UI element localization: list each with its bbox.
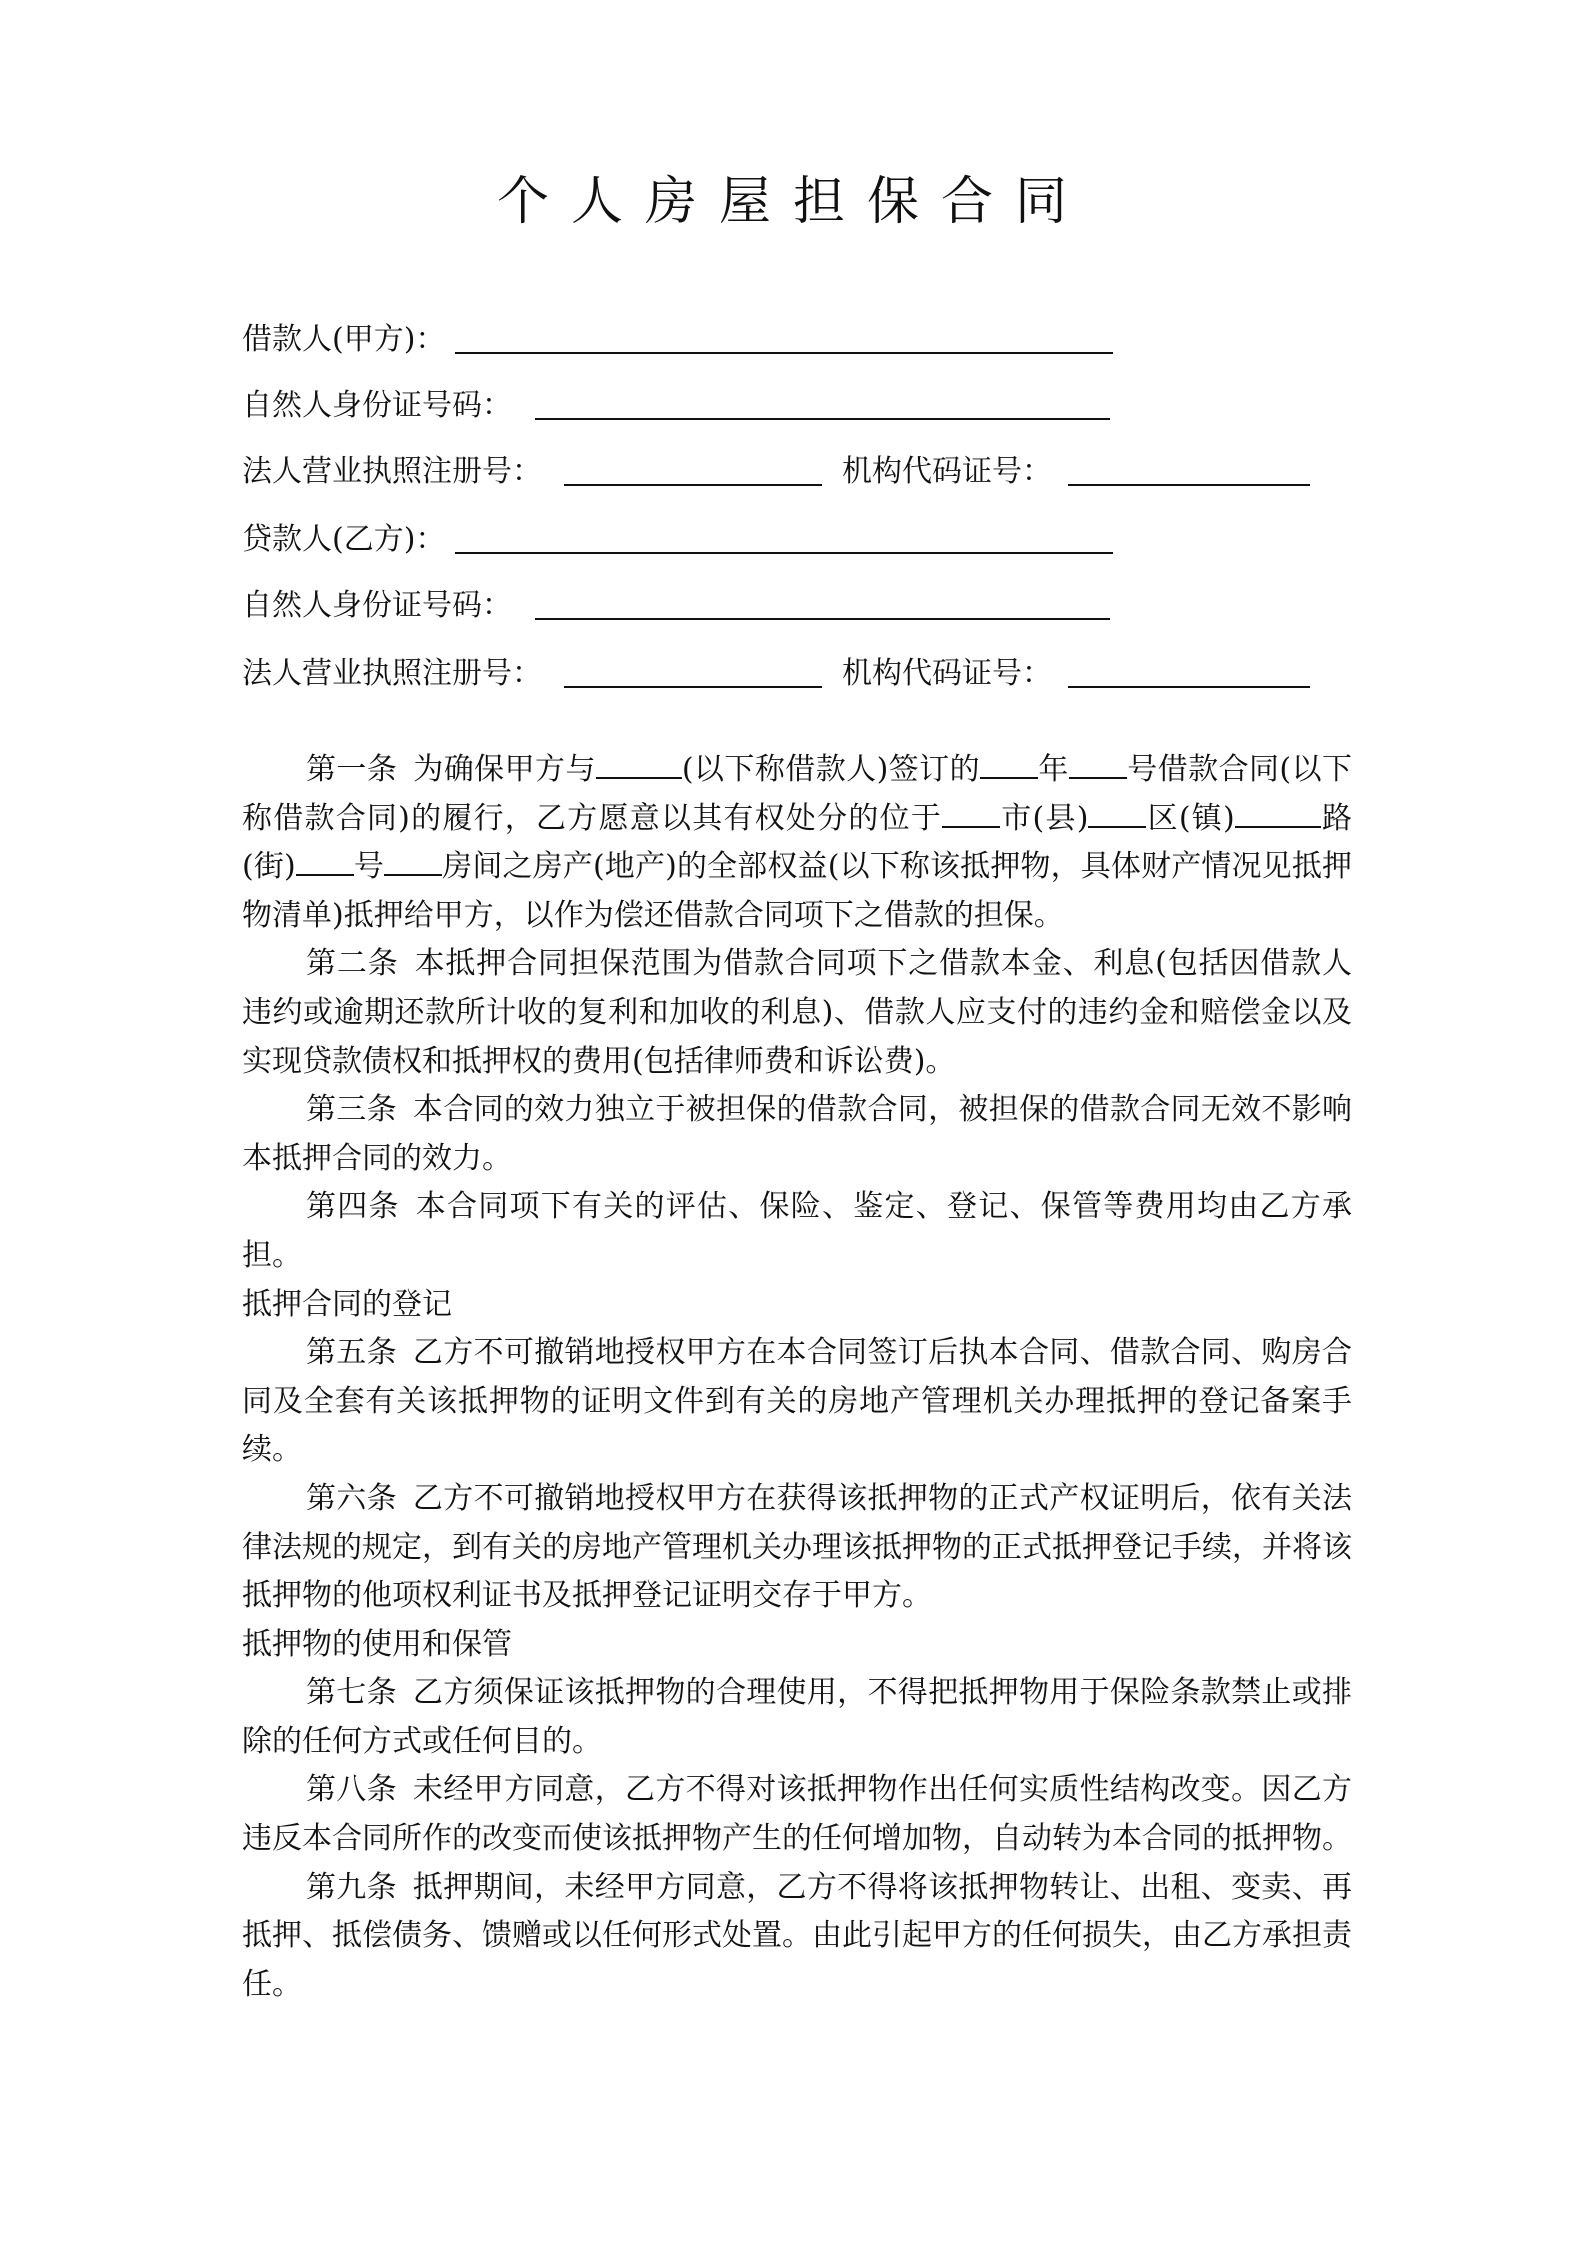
page-title: 个人房屋担保合同 <box>496 172 1089 232</box>
contract-body <box>242 746 1352 2009</box>
article-4-text: 本合同项下有关的评估、保险、鉴定、登记、保管等费用均由乙方承担。 <box>242 1189 1352 1273</box>
blank-road[interactable] <box>1235 798 1321 828</box>
lender-label: 贷款人(乙方)： <box>242 522 446 557</box>
article-9-number: 第九条 <box>306 1869 397 1905</box>
article-1-text-d: 号借款合同(以下称借款合同)的履行，乙方愿意以其有权处分的位于 <box>242 752 1352 836</box>
lender-id-input-line[interactable] <box>535 618 1110 620</box>
article-3 <box>242 1086 1352 1183</box>
article-5 <box>242 1329 1352 1475</box>
borrower-field <box>242 318 1342 362</box>
blank-year[interactable] <box>980 749 1038 779</box>
article-1-text-i: 房间之房产(地产)的全部权益(以下称该抵押物，具体财产情况见抵押物清单)抵押给甲方，以作为偿还借款合同项下之借款的担保。 <box>242 849 1352 933</box>
article-1 <box>242 746 1352 940</box>
lender-license-field <box>242 652 1342 696</box>
lender-org-input-line[interactable] <box>1068 686 1310 688</box>
article-9 <box>242 1864 1352 2010</box>
lender-license-label: 法人营业执照注册号： <box>242 656 542 691</box>
article-8-number: 第八条 <box>306 1772 397 1808</box>
article-1-text-h: 号 <box>353 849 385 885</box>
article-7 <box>242 1669 1352 1766</box>
article-5-text: 乙方不可撤销地授权甲方在本合同签订后执本合同、借款合同、购房合同及全套有关该抵押物的证明文件到有关的房地产管理机关办理抵押的登记备案手续。 <box>242 1335 1353 1468</box>
article-1-text-b: (以下称借款人)签订的 <box>681 752 980 787</box>
article-4-number: 第四条 <box>306 1189 400 1225</box>
lender-org-label: 机构代码证号： <box>842 656 1052 691</box>
article-6-number: 第六条 <box>306 1480 397 1516</box>
borrower-id-input-line[interactable] <box>535 418 1110 420</box>
article-7-text: 乙方须保证该抵押物的合理使用，不得把抵押物用于保险条款禁止或排除的任何方式或任何目的。 <box>242 1675 1353 1759</box>
article-1-number: 第一条 <box>306 752 398 787</box>
article-7-number: 第七条 <box>306 1675 397 1711</box>
article-6-text: 乙方不可撤销地授权甲方在获得该抵押物的正式产权证明后，依有关法律法规的规定，到有关的房地产管理机关办理该抵押物的正式抵押登记手续，并将该抵押物的他项权利证书及抵押登记证明交存于甲方。 <box>242 1480 1353 1614</box>
lender-input-line[interactable] <box>455 552 1113 554</box>
lender-field <box>242 518 1342 562</box>
article-4 <box>242 1183 1352 1280</box>
borrower-id-field <box>242 384 1342 428</box>
borrower-license-input-line[interactable] <box>564 484 822 486</box>
article-3-text: 本合同的效力独立于被担保的借款合同，被担保的借款合同无效不影响本抵押合同的效力。 <box>242 1092 1353 1176</box>
blank-city[interactable] <box>942 798 1000 828</box>
blank-party[interactable] <box>596 749 682 779</box>
section-heading-usage: 抵押物的使用和保管 <box>242 1626 512 1662</box>
blank-number[interactable] <box>296 846 354 876</box>
article-1-text-c: 年 <box>1038 752 1069 787</box>
blank-room[interactable] <box>384 846 442 876</box>
lender-id-field <box>242 584 1342 628</box>
article-8 <box>242 1766 1352 1863</box>
lender-license-input-line[interactable] <box>564 686 822 688</box>
lender-id-label: 自然人身份证号码： <box>242 588 512 623</box>
borrower-org-label: 机构代码证号： <box>842 454 1052 489</box>
article-2-number: 第二条 <box>306 946 399 982</box>
borrower-license-label: 法人营业执照注册号： <box>242 454 542 489</box>
article-1-text-a: 为确保甲方与 <box>413 752 596 787</box>
article-2-text: 本抵押合同担保范围为借款合同项下之借款本金、利息(包括因借款人违约或逾期还款所计收的复利和加收的利息)、借款人应支付的违约金和赔偿金以及实现贷款债权和抵押权的费用(包括律师费和诉讼费)。 <box>242 946 1352 1079</box>
article-1-text-e: 市(县) <box>1000 800 1089 836</box>
article-1-text-g: 路(街) <box>242 800 1352 885</box>
borrower-input-line[interactable] <box>455 352 1113 354</box>
article-3-number: 第三条 <box>306 1092 397 1128</box>
borrower-license-field <box>242 450 1342 494</box>
article-8-text: 未经甲方同意，乙方不得对该抵押物作出任何实质性结构改变。因乙方违反本合同所作的改变而使该抵押物产生的任何增加物，自动转为本合同的抵押物。 <box>242 1772 1353 1857</box>
blank-district[interactable] <box>1088 798 1146 828</box>
article-9-text: 抵押期间，未经甲方同意，乙方不得将该抵押物转让、出租、变卖、再抵押、抵偿债务、馈赠或以任何形式处置。由此引起甲方的任何损失，由乙方承担责任。 <box>242 1869 1353 2002</box>
section-heading-registration: 抵押合同的登记 <box>242 1286 452 1322</box>
article-6 <box>242 1475 1352 1621</box>
blank-contract-no[interactable] <box>1069 749 1127 779</box>
borrower-label: 借款人(甲方)： <box>242 322 446 357</box>
borrower-org-input-line[interactable] <box>1068 484 1310 486</box>
article-1-text-f: 区(镇) <box>1146 800 1235 836</box>
article-2 <box>242 940 1352 1086</box>
article-5-number: 第五条 <box>306 1335 397 1371</box>
borrower-id-label: 自然人身份证号码： <box>242 388 512 423</box>
